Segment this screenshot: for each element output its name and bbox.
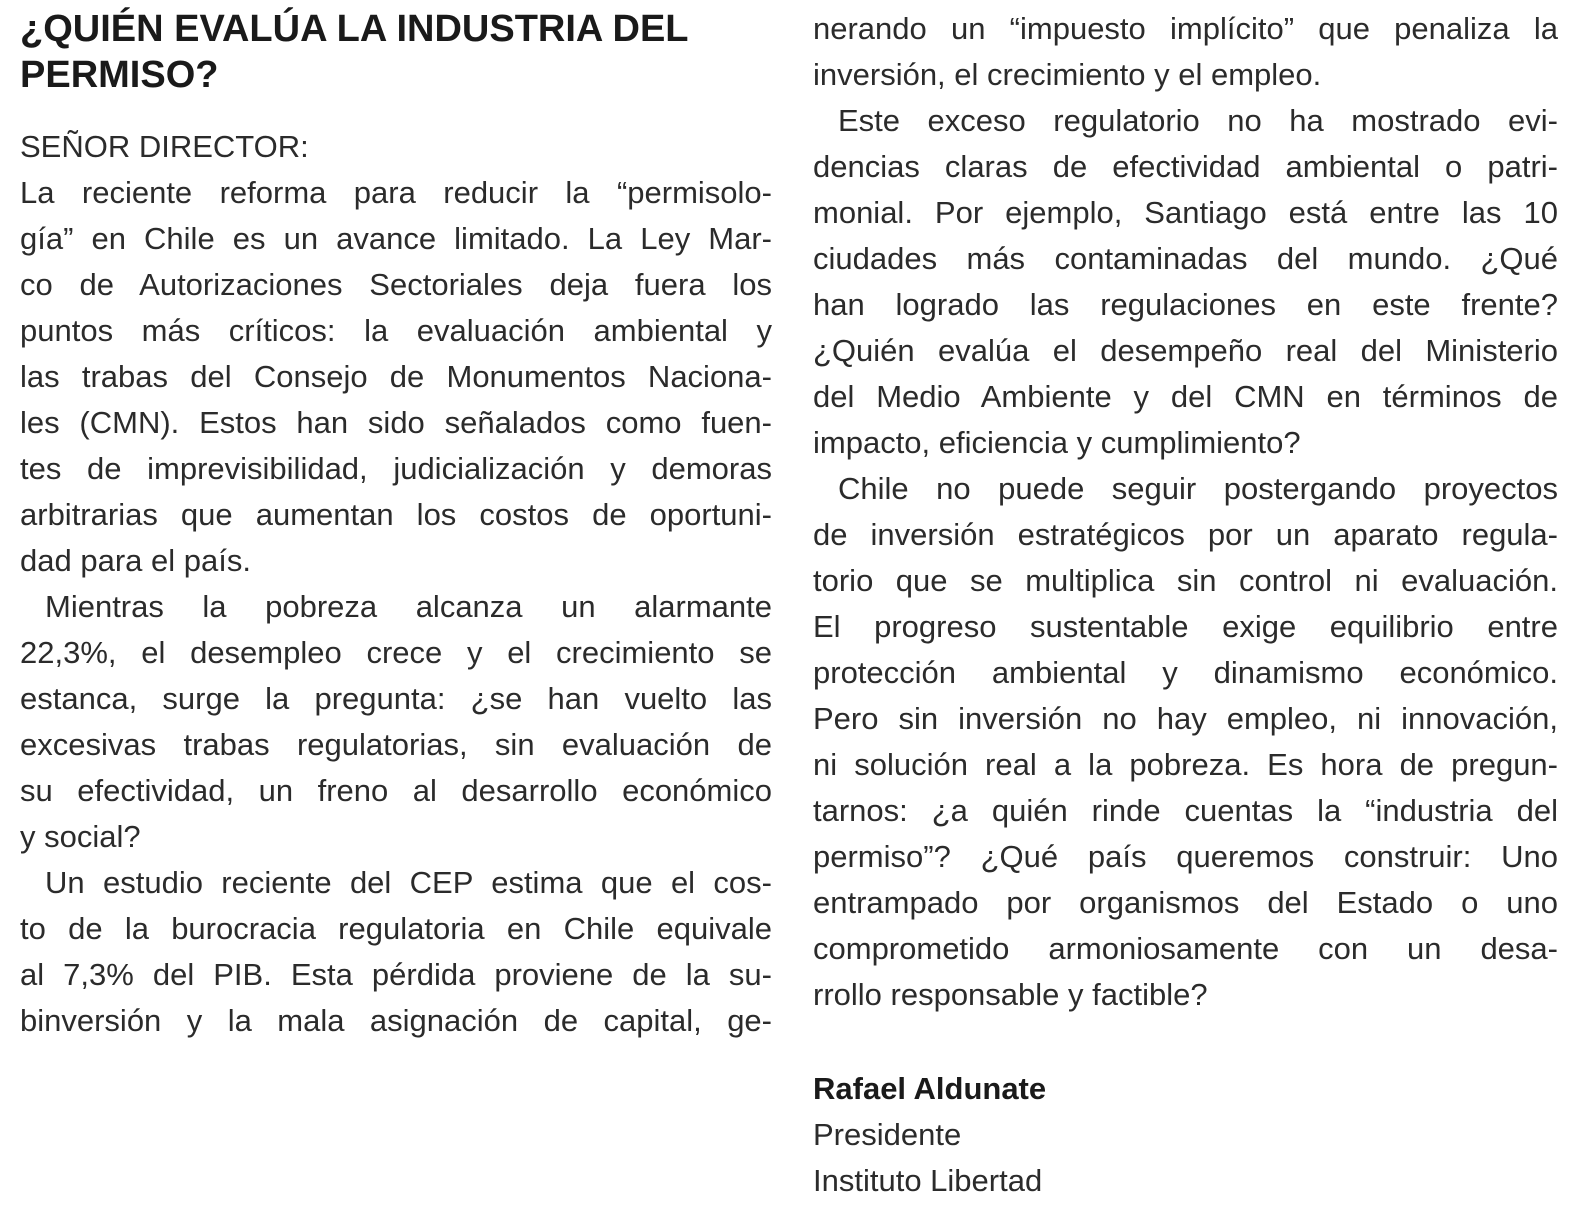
body-line: El progreso sustentable exige equilibrio entre [813,609,1558,644]
body-line: co de Autorizaciones Sectoriales deja fuera los [20,267,772,302]
body-line: tes de imprevisibilidad, judicialización y demoras [20,451,772,486]
body-line: rrollo responsable y factible? [813,977,1208,1012]
body-line: nerando un “impuesto implícito” que penaliza la [813,11,1558,46]
body-line: to de la burocracia regulatoria en Chile equivale [20,911,772,946]
salutation: SEÑOR DIRECTOR: [20,129,309,164]
body-line: monial. Por ejemplo, Santiago está entre las 10 [813,195,1558,230]
body-line: dencias claras de efectividad ambiental o patri- [813,149,1558,184]
signature-organization: Instituto Libertad [813,1163,1043,1198]
body-line: del Medio Ambiente y del CMN en términos de [813,379,1558,414]
body-line: ¿Quién evalúa el desempeño real del Ministerio [813,333,1558,368]
body-line: y social? [20,819,141,854]
body-line: ciudades más contaminadas del mundo. ¿Qué [813,241,1558,276]
body-line: La reciente reforma para reducir la “permisolo- [20,175,772,210]
signature-name: Rafael Aldunate [813,1071,1047,1106]
body-line: arbitrarias que aumentan los costos de oportuni- [20,497,772,532]
body-line: excesivas trabas regulatorias, sin evaluación de [20,727,772,762]
body-line: comprometido armoniosamente con un desa- [813,931,1558,966]
body-line: tarnos: ¿a quién rinde cuentas la “industria del [813,793,1558,828]
body-line: Mientras la pobreza alcanza un alarmante [45,589,772,624]
headline-line-1: ¿QUIÉN EVALÚA LA INDUSTRIA DEL [20,8,689,50]
left-column [20,6,772,1044]
body-line: dad para el país. [20,543,251,578]
body-line: Pero sin inversión no hay empleo, ni innovación, [813,701,1558,736]
body-line: han logrado las regulaciones en este frente? [813,287,1558,322]
body-line: Un estudio reciente del CEP estima que el cos- [45,865,772,900]
body-line: entrampado por organismos del Estado o uno [813,885,1558,920]
body-line: ni solución real a la pobreza. Es hora de pregun- [813,747,1558,782]
body-line: permiso”? ¿Qué país queremos construir: Uno [813,839,1558,874]
signature-spacer [813,1018,1558,1066]
body-line: protección ambiental y dinamismo económico. [813,655,1558,690]
body-line: gía” en Chile es un avance limitado. La Ley Mar- [20,221,772,256]
body-line: Este exceso regulatorio no ha mostrado evi- [838,103,1558,138]
signature-title: Presidente [813,1117,962,1152]
body-line: las trabas del Consejo de Monumentos Naciona- [20,359,772,394]
body-line: torio que se multiplica sin control ni evaluación. [813,563,1558,598]
body-line: su efectividad, un freno al desarrollo económico [20,773,772,808]
body-line: de inversión estratégicos por un aparato regula- [813,517,1558,552]
body-line: les (CMN). Estos han sido señalados como fuen- [20,405,772,440]
body-line: 22,3%, el desempleo crece y el crecimiento se [20,635,772,670]
body-line: al 7,3% del PIB. Esta pérdida proviene de la su- [20,957,772,992]
body-line: impacto, eficiencia y cumplimiento? [813,425,1301,460]
body-line: puntos más críticos: la evaluación ambiental y [20,313,772,348]
body-line: inversión, el crecimiento y el empleo. [813,57,1322,92]
headline-line-2: PERMISO? [20,54,219,96]
body-line: Chile no puede seguir postergando proyectos [838,471,1558,506]
right-column [813,6,1558,1204]
body-line: binversión y la mala asignación de capital, ge- [20,1003,772,1038]
body-line: estanca, surge la pregunta: ¿se han vuelto las [20,681,772,716]
